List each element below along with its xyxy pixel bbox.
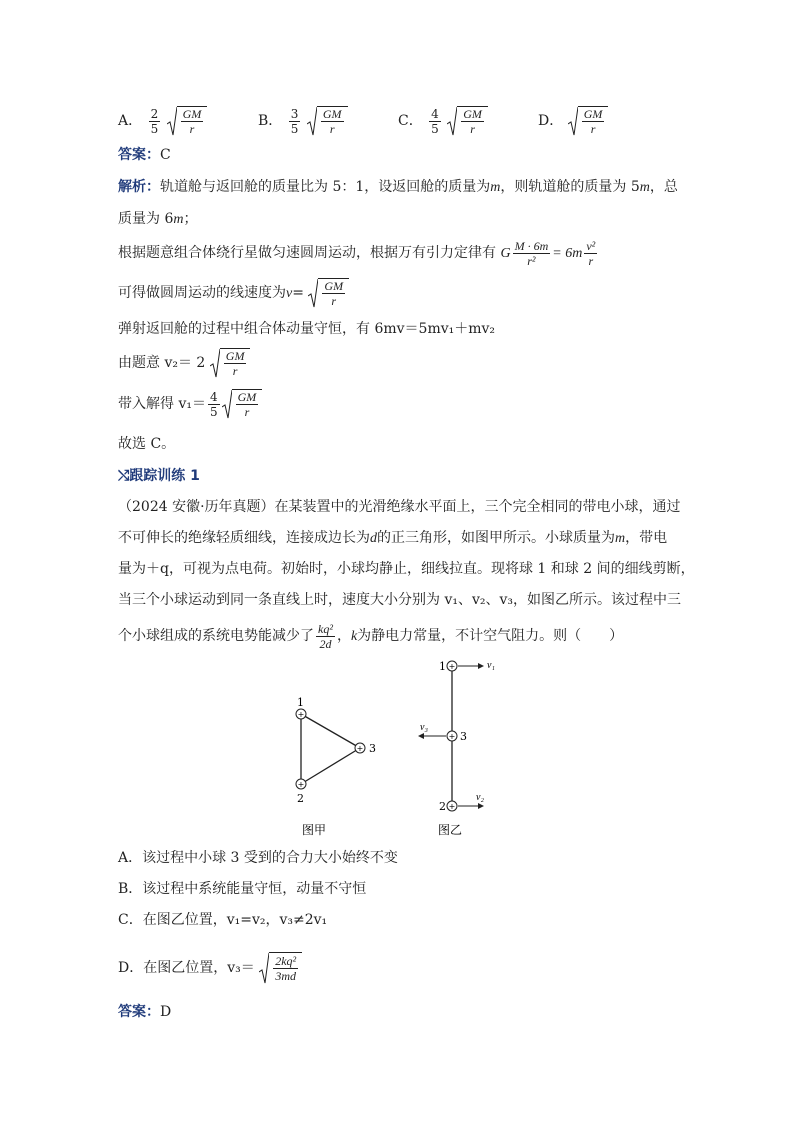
frac-den: r	[588, 253, 594, 268]
frac-num: M · 6m	[514, 238, 549, 253]
sqrt-sign	[259, 952, 302, 984]
option-c	[398, 106, 488, 136]
caption-a: 图甲	[302, 823, 327, 837]
frac-den: 3md	[275, 969, 296, 983]
analysis-line-7	[118, 387, 262, 421]
analysis-line-2	[118, 209, 197, 230]
frac-den: r	[232, 364, 238, 378]
svg-text:+: +	[297, 710, 305, 719]
text: 轨道舱与返回舱的质量比为 5：1，设返回舱的质量为	[160, 179, 491, 195]
text: B．该过程中系统能量守恒，动量不守恒	[118, 881, 367, 897]
answer-line-2	[118, 1002, 171, 1022]
frac-num: GM	[322, 107, 342, 121]
analysis-line-3	[118, 236, 599, 271]
analysis-line-5	[118, 319, 495, 339]
option-b-coef	[289, 107, 301, 136]
var: m	[615, 531, 626, 546]
frac-num: GM	[225, 349, 245, 363]
frac-den: r	[244, 405, 250, 419]
figure-b	[418, 660, 495, 837]
analysis-line-6	[118, 346, 250, 380]
text: = 6m	[552, 246, 583, 261]
caption-b: 图乙	[438, 823, 463, 837]
text: 由题意 v₂＝ 2	[118, 355, 206, 371]
frac-num: 4	[431, 106, 439, 121]
text: ；	[183, 211, 198, 227]
text: C．在图乙位置，v₁=v₂，v₃≠2v₁	[118, 912, 328, 928]
frac-den: r	[470, 122, 475, 136]
frac-den: r	[331, 294, 337, 308]
option-b-label: B．	[258, 113, 283, 129]
fraction	[208, 390, 220, 419]
text: 故选 C。	[118, 436, 176, 452]
ball-1-label: 1	[297, 696, 304, 709]
text: ，	[336, 628, 351, 644]
frac-den: 5	[290, 121, 299, 136]
section-title: 跟踪训练 1	[129, 468, 200, 484]
answer-label: 答案：	[118, 147, 160, 163]
frac-num: kq²	[318, 621, 333, 636]
svg-text:+: +	[448, 662, 456, 671]
sqrt-sign	[307, 106, 348, 136]
figure-diagrams	[280, 656, 520, 842]
text: 当三个小球运动到同一条直线上时，速度大小分别为 v₁、v₂、v₃，如图乙所示。该过程中三	[118, 592, 682, 608]
var: m	[639, 180, 650, 195]
frac-num: GM	[182, 107, 202, 121]
frac-num: 4	[209, 389, 218, 404]
svg-text:+: +	[448, 802, 456, 811]
text: 个小球组成的系统电势能减少了	[118, 628, 314, 644]
fraction	[316, 622, 335, 651]
analysis-line-8	[118, 434, 175, 454]
v3-label: v₃	[420, 722, 428, 733]
text: 不可伸长的绝缘轻质细线，连接成边长为	[118, 530, 370, 546]
frac-num: GM	[463, 107, 482, 121]
ball-2-label: 2	[439, 800, 446, 813]
choice-c	[118, 910, 327, 930]
text: 质量为 6	[118, 211, 174, 227]
analysis-line-4	[118, 276, 349, 311]
frac-den: r²	[527, 253, 536, 268]
sqrt-sign	[308, 278, 349, 308]
svg-text:+: +	[356, 744, 364, 753]
ball-2-label: 2	[297, 792, 304, 805]
frac-den: r	[590, 122, 596, 136]
text: A．该过程中小球 3 受到的合力大小始终不变	[118, 850, 398, 866]
text: ，总	[649, 179, 678, 195]
option-d-label: D．	[538, 113, 564, 129]
problem-line-2	[118, 528, 667, 549]
var: v	[286, 286, 293, 301]
fraction	[584, 239, 597, 268]
ball-1-label: 1	[439, 660, 446, 673]
frac-den: 2d	[319, 636, 332, 651]
text: （2024 安徽·历年真题）在某装置中的光滑绝缘水平面上，三个完全相同的带电小球，通过	[118, 499, 681, 515]
text: 弹射返回舱的过程中组合体动量守恒，有 6mv＝5mv₁＋mv₂	[118, 321, 496, 337]
frac-num: 3	[290, 106, 299, 121]
text: 根据题意组合体绕行星做匀速圆周运动，根据万有引力定律有	[118, 245, 496, 261]
var: G	[500, 246, 511, 261]
analysis-label: 解析：	[118, 179, 160, 195]
analysis-line-1	[118, 177, 678, 198]
frac-den: r	[189, 122, 195, 136]
choice-a	[118, 848, 398, 868]
frac-num: GM	[237, 390, 257, 404]
text: ，则轨道舱的质量为 5	[500, 179, 640, 195]
option-c-coef	[429, 107, 441, 136]
problem-line-5	[118, 618, 623, 655]
sqrt-sign	[167, 106, 208, 136]
sqrt-sign	[568, 106, 609, 136]
answer-label: 答案：	[118, 1004, 160, 1020]
text: 可得做圆周运动的线速度为	[118, 285, 286, 301]
var: m	[490, 180, 501, 195]
text: =	[292, 285, 304, 301]
fraction	[513, 239, 551, 268]
option-d	[538, 106, 608, 136]
option-a-label: A．	[118, 113, 143, 129]
v2-label: v₂	[476, 792, 484, 803]
frac-num: GM	[583, 107, 603, 121]
frac-num: v²	[586, 238, 596, 253]
text: ，带电	[625, 530, 668, 546]
answer-line	[118, 145, 171, 165]
frac-den: 5	[150, 121, 159, 136]
problem-line-1	[118, 497, 681, 517]
frac-den: 5	[209, 404, 218, 419]
svg-text:+: +	[297, 780, 305, 789]
frac-num: GM	[324, 279, 344, 293]
ball-3-label: 3	[369, 742, 376, 755]
option-b	[258, 106, 348, 136]
sqrt-sign	[222, 389, 263, 419]
svg-text:+: +	[448, 732, 456, 741]
frac-den: r	[329, 122, 335, 136]
var: k	[350, 629, 358, 644]
section-header	[118, 466, 200, 486]
var: m	[173, 212, 184, 227]
text: 为静电力常量，不计空气阻力。则（ ）	[357, 628, 624, 644]
frac-num: 2kq²	[275, 954, 297, 968]
choice-d	[118, 948, 302, 988]
problem-line-3	[118, 559, 695, 579]
text: 的正三角形，如图甲所示。小球质量为	[377, 530, 615, 546]
v1-label: v₁	[487, 660, 495, 671]
ball-3-label: 3	[460, 730, 467, 743]
choice-b	[118, 879, 366, 899]
frac-num: 2	[150, 106, 159, 121]
text: 带入解得 v₁＝	[118, 396, 206, 412]
text: 量为＋q，可视为点电荷。初始时，小球均静止，细线拉直。现将球 1 和球 2 间的细线剪断，	[118, 561, 695, 577]
sqrt-sign	[210, 348, 251, 378]
option-c-label: C．	[398, 113, 423, 129]
frac-den: 5	[431, 121, 439, 136]
text: D．在图乙位置，v₃＝	[118, 960, 255, 976]
var: d	[370, 531, 377, 546]
problem-line-4	[118, 590, 681, 610]
option-a-coef	[149, 107, 161, 136]
sqrt-sign	[447, 106, 488, 136]
option-a	[118, 106, 207, 136]
figure-a	[296, 696, 376, 837]
answer-value: C	[160, 147, 171, 163]
shuffle-icon: ⤭	[118, 468, 130, 484]
answer-value: D	[160, 1004, 172, 1020]
